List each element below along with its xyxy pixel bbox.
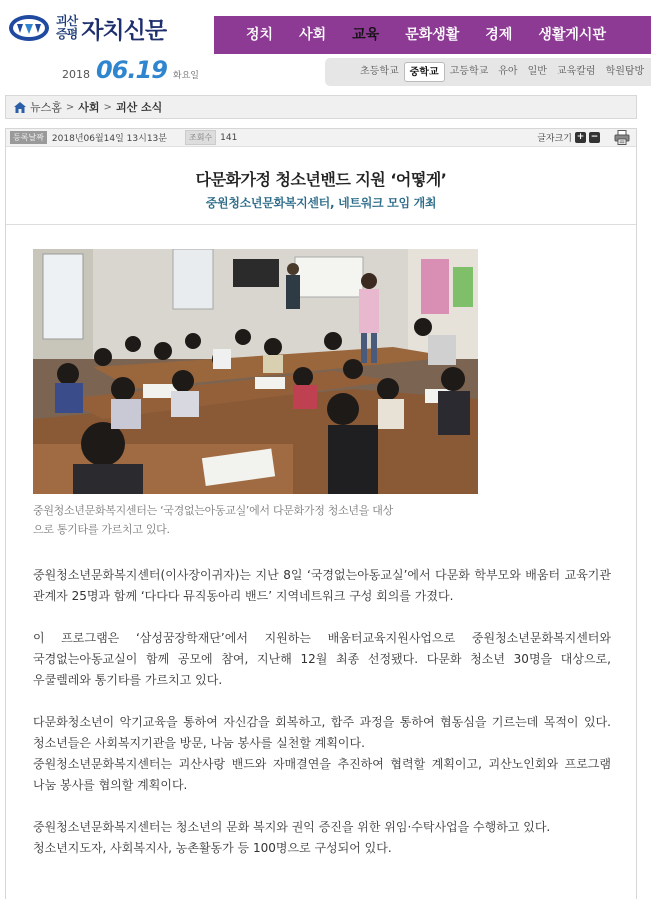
paragraph: 다문화청소년이 악기교육을 통하여 자신감을 회복하고, 합주 과정을 통하여 협동심을 기르는데 목적이 있다. 청소년들은 사회복지기관을 방문, 나눔 봉사를 실천할 계획이다. bbox=[33, 715, 611, 750]
sub-nav bbox=[325, 58, 651, 86]
main-nav bbox=[214, 16, 651, 54]
paragraph-gap bbox=[33, 796, 611, 817]
nav-item-society[interactable]: 사회 bbox=[299, 27, 327, 43]
today-date bbox=[62, 56, 199, 84]
breadcrumb-subsection[interactable]: 괴산 소식 bbox=[115, 101, 163, 114]
logo-emblem-icon bbox=[8, 13, 50, 43]
nav-item-politics[interactable]: 정치 bbox=[246, 27, 274, 43]
paragraph-gap bbox=[33, 691, 611, 712]
paragraph: 중원청소년문화복지센터(이사장이귀자)는 지난 8일 ‘국경없는아동교실’에서 다문화 학부모와 배움터 교육기관 관계자 25명과 함께 ‘다다다 뮤직동아리 밴드’ 지역네트워크 구성 회의를 가졌다. bbox=[33, 568, 611, 603]
logo-region-bottom: 증평 bbox=[56, 27, 78, 41]
views-count: 141 bbox=[220, 132, 238, 143]
article-body bbox=[33, 565, 611, 859]
caption-line: 으로 통기타를 가르치고 있다. bbox=[33, 523, 170, 536]
caption-line: 중원청소년문화복지센터는 ‘국경없는아동교실’에서 다문화가정 청소년을 대상 bbox=[33, 504, 393, 517]
plus-icon[interactable]: + bbox=[576, 132, 585, 142]
sub-nav-high-school[interactable]: 고등학교 bbox=[449, 66, 489, 77]
print-icon[interactable] bbox=[614, 130, 630, 145]
logo-region bbox=[56, 15, 77, 41]
date-month-day: 06.19 bbox=[96, 56, 167, 84]
sub-nav-preschool[interactable]: 유아 bbox=[498, 66, 518, 77]
font-size-label: 글자크기 bbox=[537, 134, 572, 144]
sub-nav-column[interactable]: 교육칼럼 bbox=[556, 66, 596, 77]
site-logo[interactable] bbox=[8, 10, 166, 46]
paragraph: 이 프로그램은 ‘삼성꿈장학재단’에서 지원하는 배움터교육지원사업으로 중원청소년문화복지센터와 국경없는아동교실이 함께 공모에 참여, 지난해 12월 최종 선정됐다. 다문화 청소년 30명을 대상으로, 우쿨렐레와 통기타를 가르치고 있다. bbox=[33, 631, 611, 687]
nav-item-economy[interactable]: 경제 bbox=[485, 27, 513, 43]
sub-nav-general[interactable]: 일반 bbox=[527, 66, 547, 77]
font-size-control bbox=[537, 131, 600, 144]
date-weekday: 화요일 bbox=[172, 71, 200, 81]
breadcrumb-home[interactable]: 뉴스홈 bbox=[30, 101, 62, 114]
article-subtitle: 중원청소년문화복지센터, 네트워크 모임 개최 bbox=[205, 196, 437, 210]
breadcrumb bbox=[5, 95, 637, 119]
logo-name: 자치신문 bbox=[81, 17, 167, 44]
article bbox=[5, 128, 637, 899]
date-year: 2018 bbox=[62, 68, 90, 81]
photo-caption bbox=[33, 501, 473, 539]
divider bbox=[6, 224, 636, 225]
views-label: 조회수 bbox=[185, 130, 216, 145]
chevron-right-icon: > bbox=[103, 101, 112, 113]
sub-nav-academy[interactable]: 학원탐방 bbox=[605, 66, 645, 77]
sub-nav-middle-school[interactable]: 중학교 bbox=[404, 62, 445, 82]
minus-icon[interactable]: − bbox=[590, 132, 599, 142]
site-header bbox=[0, 0, 651, 92]
registered-label: 등록날짜 bbox=[10, 131, 47, 144]
home-icon[interactable] bbox=[14, 102, 26, 113]
article-photo bbox=[33, 249, 478, 494]
chevron-right-icon: > bbox=[65, 101, 75, 113]
paragraph: 청소년지도자, 사회복지사, 농촌활동가 등 100명으로 구성되어 있다. bbox=[33, 841, 392, 855]
paragraph: 중원청소년문화복지센터는 청소년의 문화 복지와 권익 증진을 위한 위임·수탁사업을 수행하고 있다. bbox=[33, 820, 551, 834]
nav-item-board[interactable]: 생활게시판 bbox=[538, 27, 606, 43]
sub-nav-elementary[interactable]: 초등학교 bbox=[360, 66, 399, 77]
article-title: 다문화가정 청소년밴드 지원 ‘어떻게’ bbox=[195, 170, 447, 189]
article-meta bbox=[6, 129, 636, 147]
paragraph: 중원청소년문화복지센터는 괴산사랑 밴드와 자매결연을 추진하여 협력할 계획이고, 괴산노인회와 프로그램 나눔 봉사를 협의할 계획이다. bbox=[33, 757, 611, 792]
nav-item-education[interactable]: 교육 bbox=[352, 27, 380, 43]
breadcrumb-section[interactable]: 사회 bbox=[78, 101, 100, 114]
nav-item-culture[interactable]: 문화생활 bbox=[405, 27, 460, 43]
logo-region-top: 괴산 bbox=[56, 14, 78, 28]
registered-date: 2018년06월14일 13시13분 bbox=[51, 134, 167, 144]
paragraph-gap bbox=[33, 607, 611, 628]
